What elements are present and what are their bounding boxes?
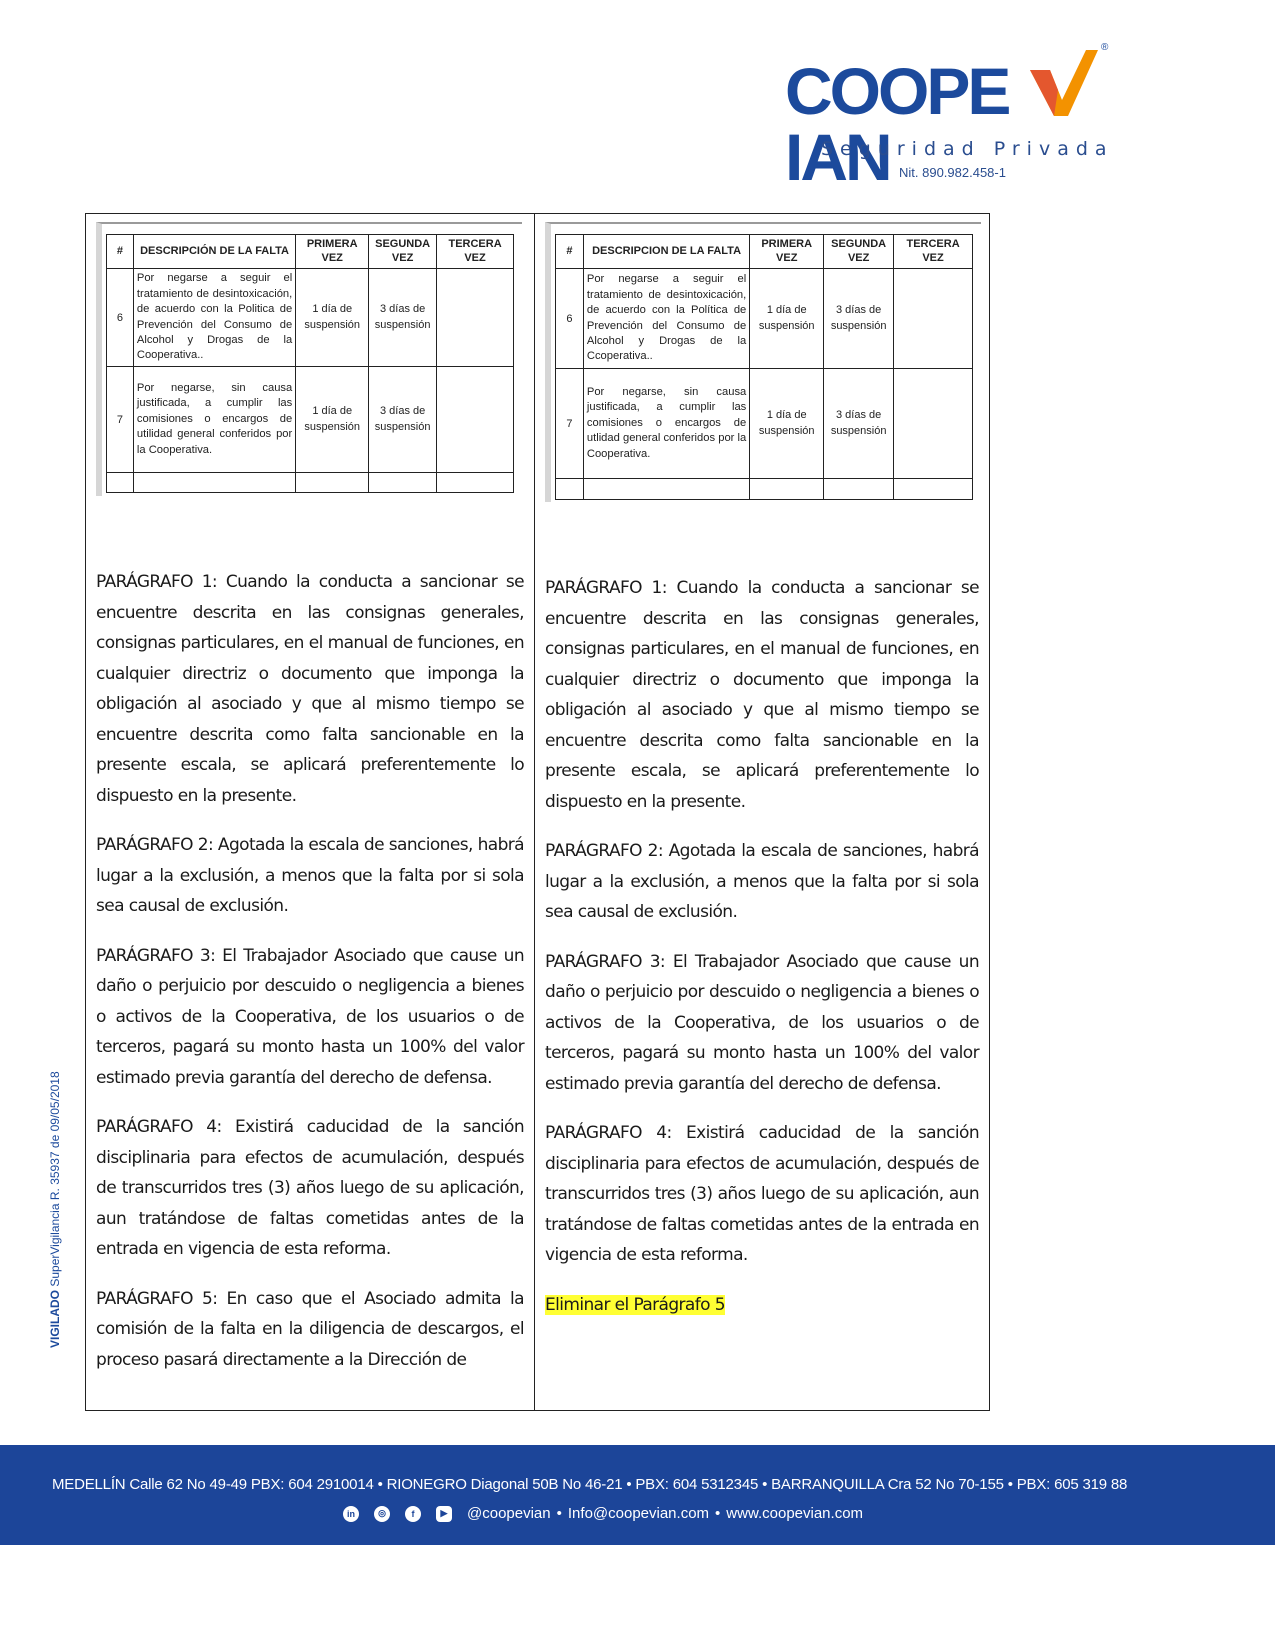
footer-addresses: MEDELLÍN Calle 62 No 49-49 PBX: 604 2910014 • RIONEGRO Diagonal 50B No 46-21 • PBX: 604 5312345 • BARRANQUILLA Cra 52 No 70-155 • PBX: 605 319 88 (52, 1476, 1128, 1493)
paragrafo-5: PARÁGRAFO 5: En caso que el Asociado admita la comisión de la falta en la diligencia de descargos, el proceso pasará directamente a la Dirección de (96, 1288, 524, 1370)
row-segunda: 3 días de suspensión (369, 367, 437, 473)
paragrafo-1: PARÁGRAFO 1: Cuando la conducta a sancionar se encuentre descrita en las consignas generales, consignas particulares, en el manual de funciones, en cualquier directriz o documento que imponga la obligación al asociado y que al mismo tiempo se encuentre descrita como falta sancionable en la presente escala, se aplicará preferentemente lo dispuesto en la presente. (96, 572, 524, 806)
table-empty-row (107, 473, 514, 493)
row-description: Por negarse a seguir el tratamiento de desintoxicación, de acuerdo con la Politica de Prevención del Consumo de Alcohol y Drogas de la Cooperativa.. (133, 269, 295, 367)
company-logo (785, 42, 1145, 194)
vigilado-text: SuperVigilancia R. 35937 de 09/05/2018 (48, 1071, 62, 1287)
row-tercera (437, 269, 514, 367)
instagram-icon[interactable]: ◎ (374, 1506, 390, 1522)
paragrafo-4: PARÁGRAFO 4: Existirá caducidad de la sanción disciplinaria para efectos de acumulación, después de transcurridos tres (3) años luego de su aplicación, aun tratándose de faltas cometidas antes de la entrada en vigencia de esta reforma. (96, 1117, 524, 1259)
logo-check-icon (1028, 48, 1098, 118)
separator: • (556, 1505, 562, 1522)
vigilado-notice (48, 1071, 62, 1348)
registered-mark: ® (1101, 42, 1109, 53)
row-tercera (894, 369, 973, 479)
paragrafo-2: PARÁGRAFO 2: Agotada la escala de sanciones, habrá lugar a la exclusión, a menos que la falta por si sola sea causal de exclusión. (96, 835, 524, 916)
header-num: # (556, 235, 584, 269)
logo-word-left: COOPE (785, 54, 1009, 128)
paragrafo-2: PARÁGRAFO 2: Agotada la escala de sanciones, habrá lugar a la exclusión, a menos que la falta por si sola sea causal de exclusión. (545, 841, 979, 922)
sanctions-table (106, 234, 514, 493)
table-row (107, 269, 514, 367)
row-description: Por negarse, sin causa justificada, a cumplir las comisiones o encargos de utlidad general conferidos por la Cooperativa. (583, 369, 749, 479)
row-primera: 1 día de suspensión (750, 369, 824, 479)
header-num: # (107, 235, 134, 269)
facebook-icon[interactable]: f (405, 1506, 421, 1522)
header-descripcion: DESCRIPCION DE LA FALTA (583, 235, 749, 269)
table-header-row (556, 235, 973, 269)
comparison-table (85, 213, 990, 1411)
logo-word-right: IAN (785, 120, 890, 194)
row-description: Por negarse a seguir el tratamiento de desintoxicación, de acuerdo con la Política de Prevención del Consumo de Alcohol y Drogas de la Ccoperativa.. (583, 269, 749, 369)
sanctions-table (555, 234, 973, 500)
row-description: Por negarse, sin causa justificada, a cumplir las comisiones o encargos de utilidad general conferidos por la Cooperativa. (133, 367, 295, 473)
row-primera: 1 día de suspensión (750, 269, 824, 369)
header-primera: PRIMERA VEZ (750, 235, 824, 269)
vigilado-label: VIGILADO (48, 1289, 62, 1348)
header-segunda: SEGUNDA VEZ (369, 235, 437, 269)
header-primera: PRIMERA VEZ (296, 235, 369, 269)
footer-website[interactable]: www.coopevian.com (726, 1505, 864, 1522)
eliminar-paragrafo-note (545, 1290, 979, 1321)
social-handle[interactable]: @coopevian (467, 1505, 551, 1522)
row-segunda: 3 días de suspensión (824, 369, 894, 479)
footer-email[interactable]: Info@coopevian.com (567, 1505, 710, 1522)
left-column-current-text (86, 214, 535, 1410)
row-tercera (437, 367, 514, 473)
row-segunda: 3 días de suspensión (824, 269, 894, 369)
right-paragraphs (545, 573, 979, 1339)
header-tercera: TERCERA VEZ (437, 235, 514, 269)
table-row (556, 369, 973, 479)
separator: • (715, 1505, 721, 1522)
table-header-row (107, 235, 514, 269)
youtube-icon[interactable]: ▶ (436, 1506, 452, 1522)
logo-subtitle: Seguridad Privada (821, 138, 1114, 160)
row-num: 7 (107, 367, 134, 473)
sanctions-table-image (96, 222, 522, 496)
row-num: 6 (107, 269, 134, 367)
header-descripcion: DESCRIPCIÓN DE LA FALTA (133, 235, 295, 269)
row-primera: 1 día de suspensión (296, 367, 369, 473)
row-segunda: 3 días de suspensión (369, 269, 437, 367)
row-tercera (894, 269, 973, 369)
sanctions-table-image (545, 222, 981, 502)
linkedin-icon[interactable]: in (343, 1506, 359, 1522)
table-empty-row (556, 479, 973, 500)
footer-contact-line (343, 1505, 863, 1522)
header-segunda: SEGUNDA VEZ (824, 235, 894, 269)
left-paragraphs (96, 567, 524, 1394)
paragrafo-1: PARÁGRAFO 1: Cuando la conducta a sancionar se encuentre descrita en las consignas generales, consignas particulares, en el manual de funciones, en cualquier directriz o documento que imponga la obligación al asociado y que al mismo tiempo se encuentre descrita como falta sancionable en la presente escala, se aplicará preferentemente lo dispuesto en la presente. (545, 578, 979, 812)
page-footer (0, 1445, 1275, 1545)
company-nit: Nit. 890.982.458-1 (899, 165, 1006, 180)
row-primera: 1 día de suspensión (296, 269, 369, 367)
header-tercera: TERCERA VEZ (894, 235, 973, 269)
paragrafo-3: PARÁGRAFO 3: El Trabajador Asociado que cause un daño o perjuicio por descuido o negligencia a bienes o activos de la Cooperativa, de los usuarios o de terceros, pagará su monto hasta un 100% del valor estimado previa garantía del derecho de defensa. (96, 945, 524, 1088)
table-row (556, 269, 973, 369)
row-num: 6 (556, 269, 584, 369)
paragrafo-3: PARÁGRAFO 3: El Trabajador Asociado que cause un daño o perjuicio por descuido o negligencia a bienes o activos de la Cooperativa, de los usuarios o de terceros, pagará su monto hasta un 100% del valor estimado previa garantía del derecho de defensa. (545, 951, 979, 1094)
highlighted-note: Eliminar el Parágrafo 5 (545, 1294, 725, 1315)
table-row (107, 367, 514, 473)
paragrafo-4: PARÁGRAFO 4: Existirá caducidad de la sanción disciplinaria para efectos de acumulación, después de transcurridos tres (3) años luego de su aplicación, aun tratándose de faltas cometidas antes de la entrada en vigencia de esta reforma. (545, 1123, 979, 1265)
row-num: 7 (556, 369, 584, 479)
right-column-proposed-text (535, 214, 989, 1410)
